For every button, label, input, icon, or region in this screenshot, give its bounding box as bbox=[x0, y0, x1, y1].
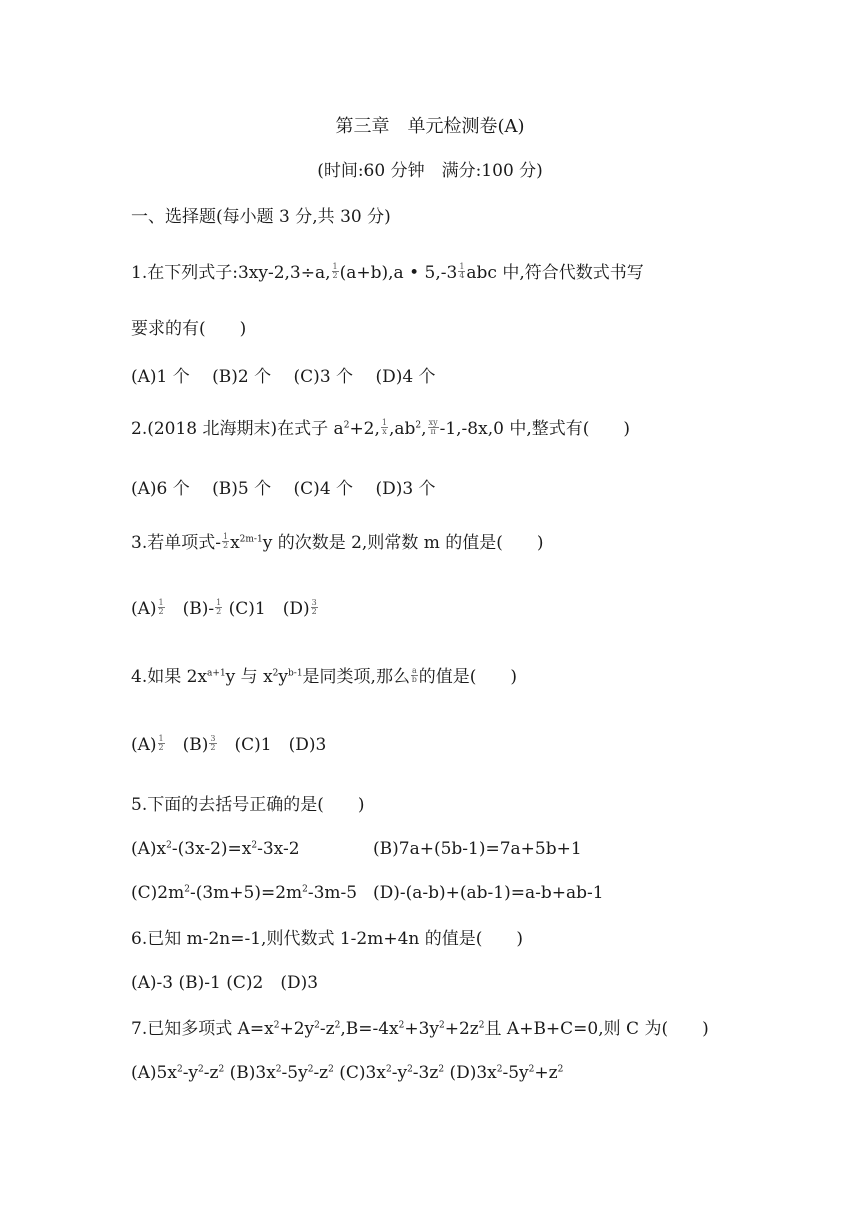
question-1-stem: 1.在下列式子:3xy-2,3÷a, $\frac{1}{2}$ (a+b),a • 5,-3 $\frac{1}{4}$ abc 中,符合代数式书写 bbox=[131, 262, 644, 283]
fraction: $\frac{1}{2}$ bbox=[222, 532, 229, 550]
question-6-stem: 6.已知 m-2n=-1,则代数式 1-2m+4n 的值是( ) bbox=[131, 929, 524, 949]
fraction: $\frac{1}{x}$ bbox=[381, 418, 387, 436]
question-4-options: (A) $\frac{1}{2}$ (B) $\frac{3}{2}$ (C)1 (D)3 bbox=[131, 734, 327, 755]
question-3-stem: 3.若单项式- $\frac{1}{2}$ $x^{2m-1}y$ 的次数是 2,则常数 m 的值是( ) bbox=[131, 532, 544, 553]
fraction: $\frac{1}{4}$ bbox=[459, 262, 465, 280]
fraction: $\frac{3}{2}$ bbox=[311, 598, 317, 616]
fraction: $\frac{1}{2}$ bbox=[332, 262, 338, 280]
question-2-options: (A)6 个 (B)5 个 (C)4 个 (D)3 个 bbox=[131, 479, 436, 499]
page-title: 第三章 单元检测卷(A) bbox=[335, 116, 525, 137]
question-5-option-a: $(A)x^2-(3x-2)=x^2-3x-2$ bbox=[131, 839, 300, 859]
question-3-options: (A) $\frac{1}{2}$ (B)- $\frac{1}{2}$ (C)1 (D) $\frac{3}{2}$ bbox=[131, 598, 317, 619]
question-6-options: (A)-3 (B)-1 (C)2 (D)3 bbox=[131, 973, 319, 993]
question-5-option-b: (B)7a+(5b-1)=7a+5b+1 bbox=[373, 839, 582, 859]
question-1-options: (A)1 个 (B)2 个 (C)3 个 (D)4 个 bbox=[131, 367, 436, 387]
question-7-options: $(A)5x^2-y^2-z^2$ $(B)3x^2-5y^2-z^2$ $(C)3x^2-y^2-3z^2$ $(D)3x^2-5y^2+z^2$ bbox=[131, 1063, 564, 1083]
question-1-stem-cont: 要求的有( ) bbox=[131, 319, 247, 339]
page-subtitle: (时间:60 分钟 满分:100 分) bbox=[317, 161, 543, 181]
fraction: $\frac{xy}{\pi}$ bbox=[428, 418, 438, 436]
section-heading: 一、选择题(每小题 3 分,共 30 分) bbox=[131, 207, 391, 227]
fraction: $\frac{1}{2}$ bbox=[216, 598, 222, 616]
question-5-option-c: $(C)2m^2-(3m+5)=2m^2-3m-5$ bbox=[131, 883, 358, 903]
question-4-stem: 4.如果 $2x^{a+1}y$ 与 $x^2y^{b-1}$是同类项,那么 $\frac{a}{b}$ 的值是( ) bbox=[131, 666, 517, 687]
fraction: $\frac{1}{2}$ bbox=[158, 598, 164, 616]
fraction: $\frac{a}{b}$ bbox=[411, 666, 417, 684]
question-5-stem: 5.下面的去括号正确的是( ) bbox=[131, 795, 365, 815]
question-5-option-d: (D)-(a-b)+(ab-1)=a-b+ab-1 bbox=[373, 883, 604, 903]
fraction: $\frac{1}{2}$ bbox=[158, 734, 164, 752]
fraction: $\frac{3}{2}$ bbox=[210, 734, 216, 752]
question-2-stem: 2.(2018 北海期末)在式子 $a^2+2$, $\frac{1}{x}$ $,ab^2$, $\frac{xy}{\pi}$ -1,-8x,0 中,整式有( ) bbox=[131, 418, 630, 439]
question-7-stem: 7.已知多项式 $A=x^2+2y^2-z^2,B=-4x^2+3y^2+2z^2$且 A+B+C=0,则 C 为( ) bbox=[131, 1019, 709, 1039]
